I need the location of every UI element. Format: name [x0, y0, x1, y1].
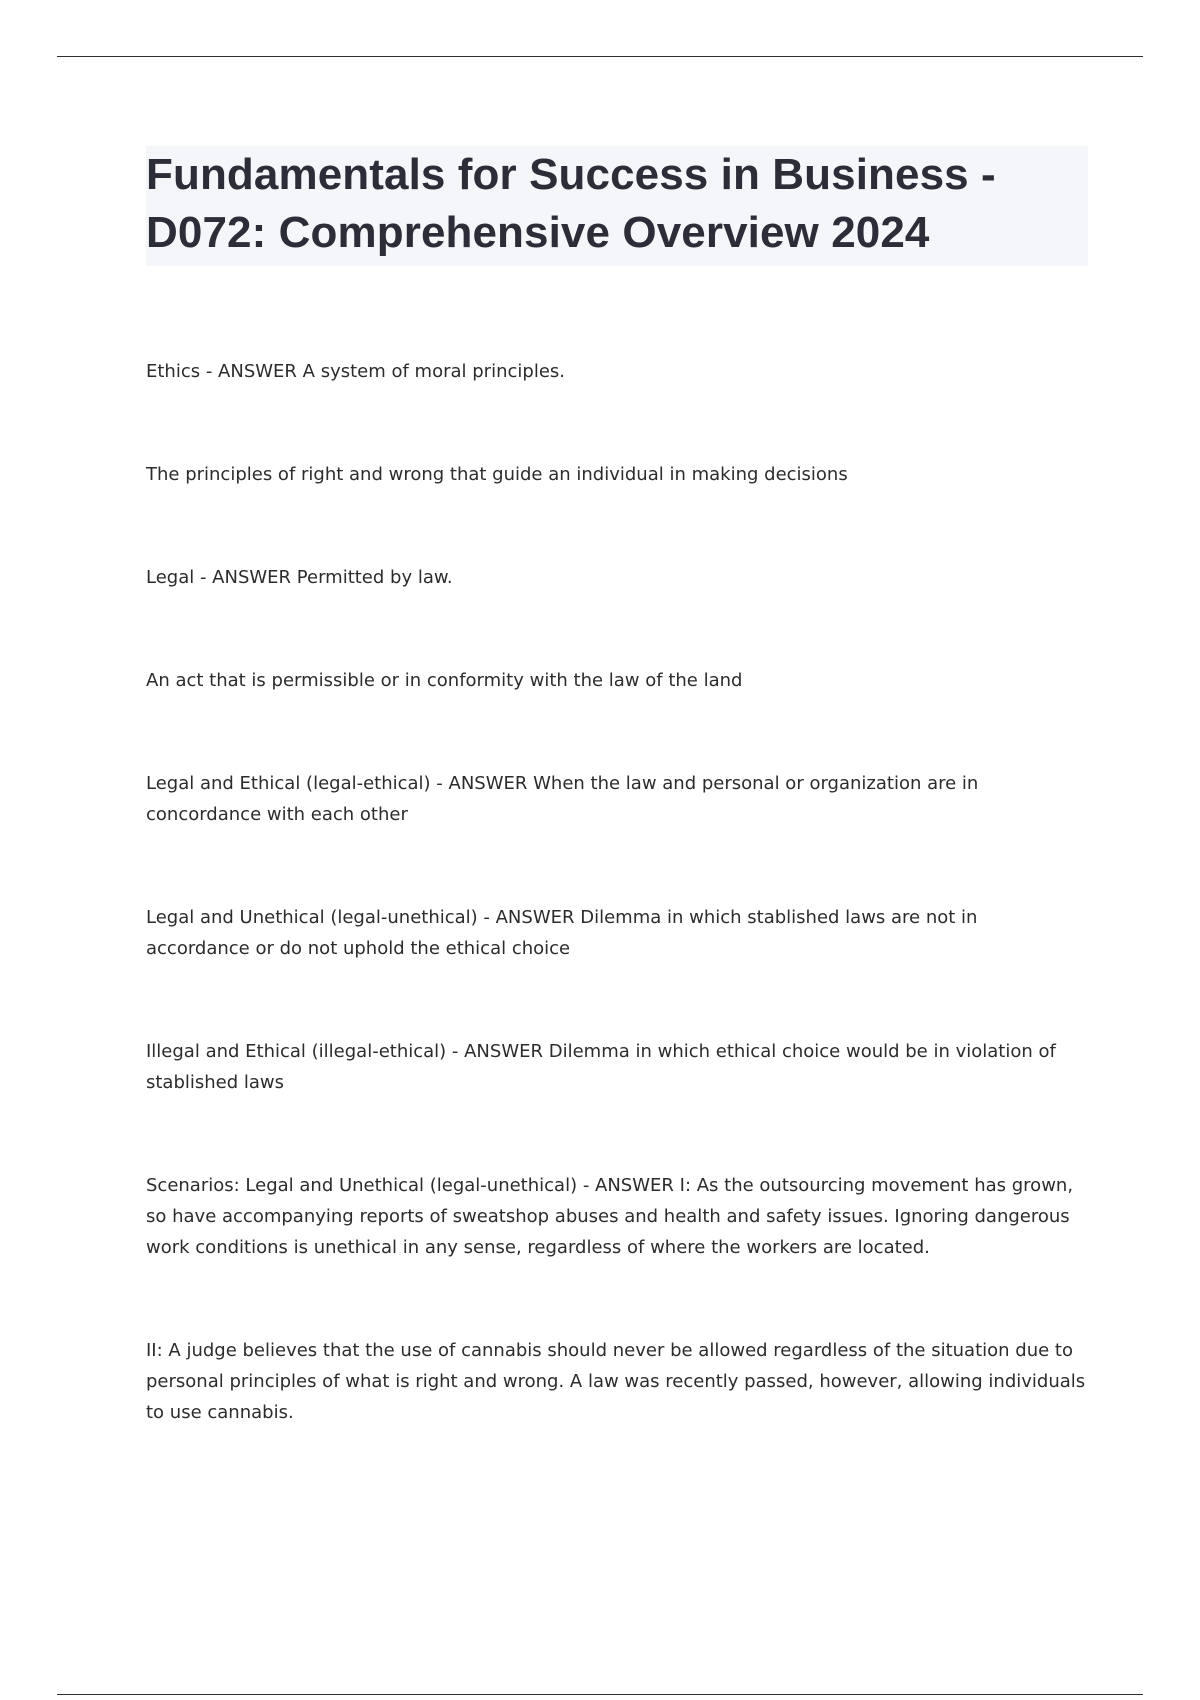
document-body [146, 356, 1086, 1428]
paragraph-illegal-ethical: Illegal and Ethical (illegal-ethical) - ANSWER Dilemma in which ethical choice would be in violation of stablished laws [146, 1041, 1056, 1093]
page-title: Fundamentals for Success in Business - D072: Comprehensive Overview 2024 [146, 150, 996, 257]
paragraph-scenario-2: II: A judge believes that the use of cannabis should never be allowed regardless of the situation due to personal principles of what is right and wrong. A law was recently passed, however, allowing individuals to use cannabis. [146, 1340, 1086, 1423]
paragraph-ethics: Ethics - ANSWER A system of moral principles. [146, 361, 565, 382]
paragraph-legal-detail: An act that is permissible or in conformity with the law of the land [146, 670, 743, 691]
top-divider [57, 56, 1143, 57]
paragraph-legal: Legal - ANSWER Permitted by law. [146, 567, 453, 588]
bottom-divider [57, 1694, 1143, 1695]
paragraph-ethics-detail: The principles of right and wrong that guide an individual in making decisions [146, 464, 848, 485]
paragraph-scenario-1: Scenarios: Legal and Unethical (legal-unethical) - ANSWER I: As the outsourcing movement has grown, so have accompanying reports of sweatshop abuses and health and safety issues. Ignoring dangerous work conditions is unethical in any sense, regardless of where the workers are located. [146, 1175, 1074, 1258]
paragraph-legal-unethical: Legal and Unethical (legal-unethical) - ANSWER Dilemma in which stablished laws are not in accordance or do not uphold the ethical choice [146, 907, 978, 959]
title-block [146, 146, 1088, 266]
paragraph-legal-ethical: Legal and Ethical (legal-ethical) - ANSWER When the law and personal or organization are in concordance with each other [146, 773, 979, 825]
